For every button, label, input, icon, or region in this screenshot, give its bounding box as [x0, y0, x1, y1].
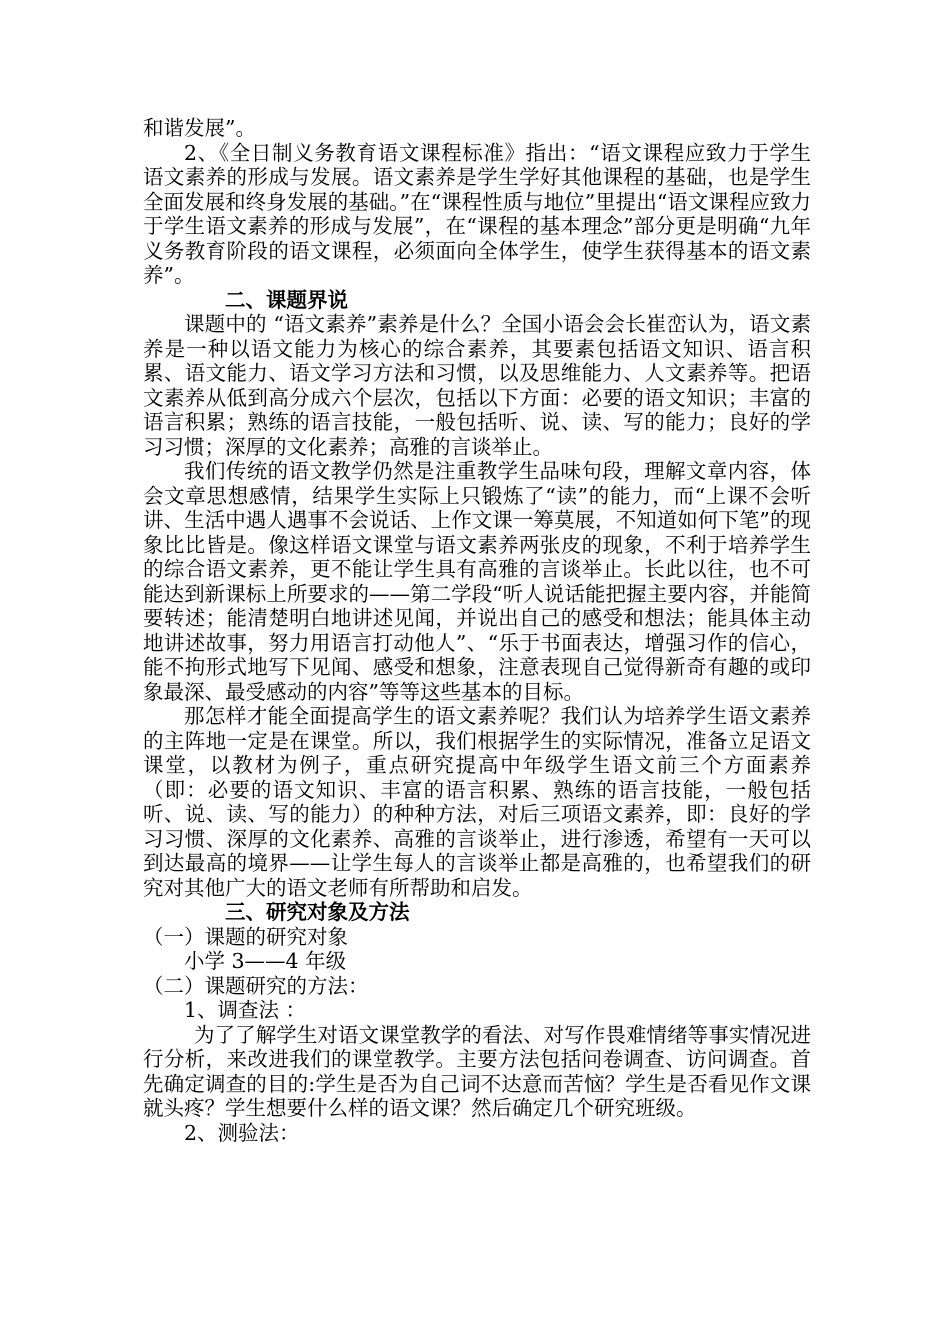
paragraph-traditional-teaching: 我们传统的语文教学仍然是注重教学生品味句段，理解文章内容，体会文章思想感情，结果学生实际上只锻炼了“读”的能力，而“上课不会听讲、生活中遇人遇事不会说话、上作文课一筹莫展，不知道如何下笔”的现象比比皆是。像这样语文课堂与语文素养两张皮的现象，不利于培养学生的综合语文素养，更不能让学生具有高雅的言谈举止。长此以往，也不可能达到新课标上所要求的——第二学段“听人说话能把握主要内容，并能简要转述；能清楚明白地讲述见闻，并说出自己的感受和想法；能具体主动地讲述故事，努力用语言打动他人”、“乐于书面表达，增强习作的信心，能不拘形式地写下见闻、感受和想象，注意表现自己觉得新奇有趣的或印象最深、最受感动的内容”等等这些基本的目标。	[143, 459, 811, 704]
method-test-heading: 2、测验法：	[184, 1120, 300, 1145]
subsection-research-object: （一）课题的研究对象	[143, 924, 348, 949]
method-survey-paragraph: 为了了解学生对语文课堂教学的看法、对写作畏难情绪等事实情况进行分析，来改进我们的课堂教学。主要方法包括问卷调查、访问调查。首先确定调查的目的:学生是否为自己词不达意而苦恼？学生是否看见作文课就头疼？学生想要什么样的语文课？然后确定几个研究班级。	[143, 1022, 811, 1120]
research-object-grades: 小学 3——4 年级	[184, 949, 347, 973]
paragraph-curriculum-standard: 2、《全日制义务教育语文课程标准》指出：“语文课程应致力于学生语文素养的形成与发展。语文素养是学生学好其他课程的基础，也是学生全面发展和终身发展的基础。”在“课程性质与地位”里提出“语文课程应致力于学生语文素养的形成与发展”，在“课程的基本理念”部分更是明确“九年义务教育阶段的语文课程，必须面向全体学生，使学生获得基本的语文素养”。	[143, 140, 811, 287]
method-survey-heading: 1、调查法 ：	[184, 998, 307, 1022]
section-heading-3: 三、研究对象及方法	[225, 900, 410, 924]
subsection-research-methods: （二）课题研究的方法：	[143, 973, 369, 998]
section-heading-2: 二、课题界说	[225, 287, 348, 312]
document-page	[143, 116, 811, 1145]
paragraph-definition: 课题中的 “语文素养”素养是什么？全国小语会会长崔峦认为，语文素养是一种以语文能力为核心的综合素养，其要素包括语文知识、语言积累、语文能力、语文学习方法和习惯，以及思维能力、人文素养等。把语文素养从低到高分成六个层次，包括以下方面：必要的语文知识；丰富的语言积累；熟练的语言技能，一般包括听、说、读、写的能力；良好的学习习惯；深厚的文化素养；高雅的言谈举止。	[143, 312, 811, 459]
paragraph-continuation: 和谐发展”。	[143, 116, 256, 140]
paragraph-improvement: 那怎样才能全面提高学生的语文素养呢？我们认为培养学生语文素养的主阵地一定是在课堂。所以，我们根据学生的实际情况，准备立足语文课堂，以教材为例子，重点研究提高中年级学生语文前三个方面素养（即：必要的语文知识、丰富的语言积累、熟练的语言技能，一般包括听、说、读、写的能力）的种种方法，对后三项语文素养，即：良好的学习习惯、深厚的文化素养、高雅的言谈举止，进行渗透，希望有一天可以到达最高的境界——让学生每人的言谈举止都是高雅的，也希望我们的研究对其他广大的语文老师有所帮助和启发。	[143, 704, 811, 900]
